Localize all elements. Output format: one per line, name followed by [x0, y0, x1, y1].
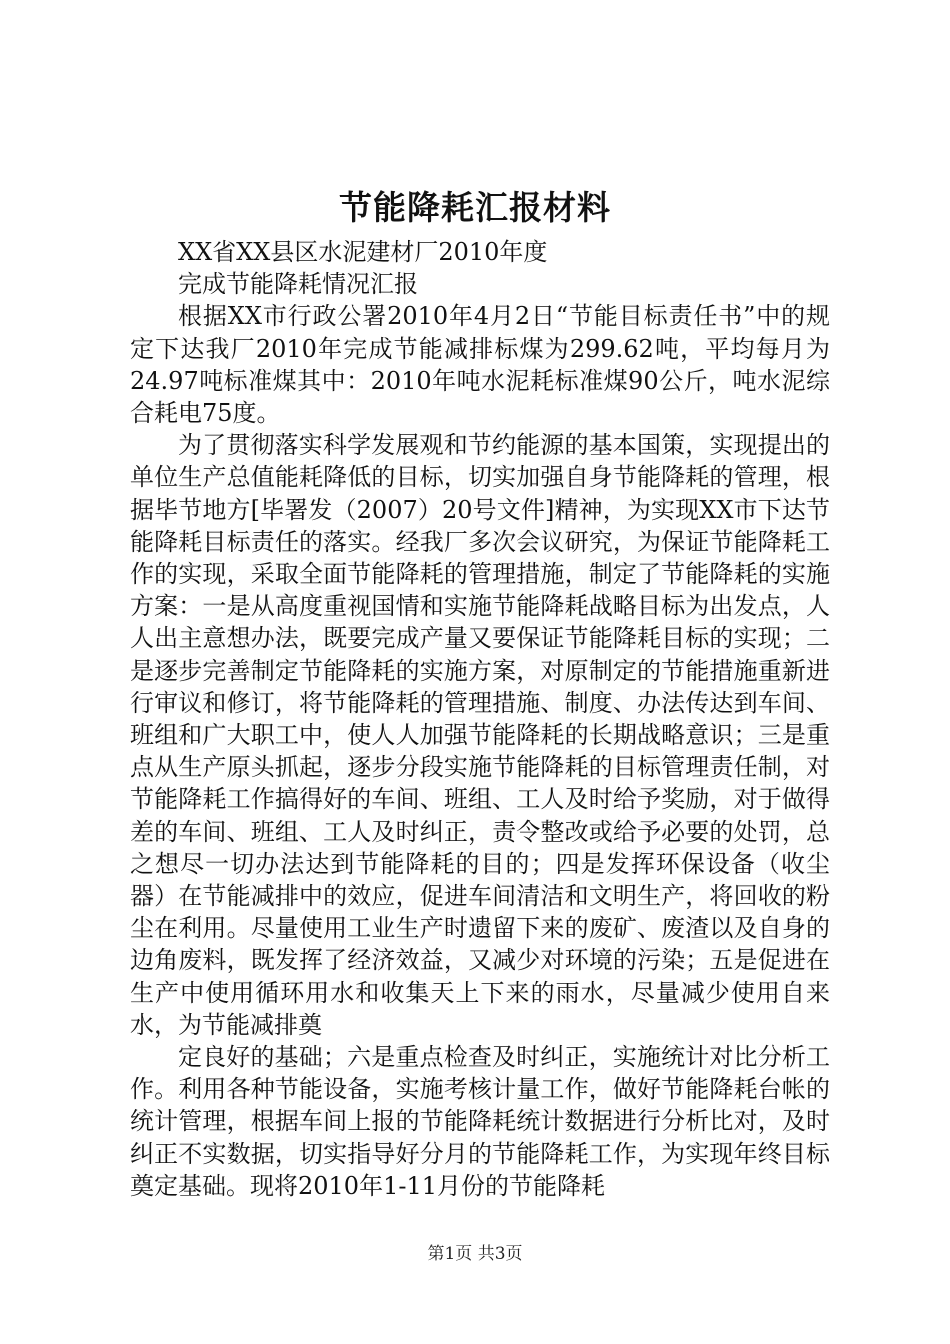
page-footer: 第1页 共3页	[427, 1244, 523, 1264]
paragraph-targets: 根据XX市行政公署2010年4月2日“节能目标责任书”中的规定下达我厂2010年完成节能减排标煤为299.62吨，平均每月为24.97吨标准煤其中：2010年吨水泥耗标准煤90公斤，吨水泥综合耗电75度。	[130, 302, 830, 428]
document-title: 节能降耗汇报材料	[339, 188, 611, 227]
paragraph-subtitle-line-1: XX省XX县区水泥建材厂2010年度	[178, 238, 548, 266]
paragraph-subtitle-line-2: 完成节能降耗情况汇报	[178, 270, 418, 299]
paragraph-measures: 为了贯彻落实科学发展观和节约能源的基本国策，实现提出的单位生产总值能耗降低的目标，切实加强自身节能降耗的管理，根据毕节地方[毕署发（2007）20号文件]精神，为实现XX市下达节能降耗目标责任的落实。经我厂多次会议研究，为保证节能降耗工作的实现，采取全面节能降耗的管理措施，制定了节能降耗的实施方案：一是从高度重视国情和实施节能降耗战略目标为出发点，人人出主意想办法，既要完成产量又要保证节能降耗目标的实现；二是逐步完善制定节能降耗的实施方案，对原制定的节能措施重新进行审议和修订，将节能降耗的管理措施、制度、办法传达到车间、班组和广大职工中，使人人加强节能降耗的长期战略意识；三是重点从生产原头抓起，逐步分段实施节能降耗的目标管理责任制，对节能降耗工作搞得好的车间、班组、工人及时给予奖励，对于做得差的车间、班组、工人及时纠正，责令整改或给予必要的处罚，总之想尽一切办法达到节能降耗的目的；四是发挥环保设备（收尘器）在节能减排中的效应，促进车间清洁和文明生产，将回收的粉尘在利用。尽量使用工业生产时遗留下来的废矿、废渣以及自身的边角废料，既发挥了经济效益，又减少对环境的污染；五是促进在生产中使用循环用水和收集天上下来的雨水，尽量减少使用自来水，为节能减排奠	[130, 431, 830, 1039]
document-body	[130, 236, 830, 1202]
paragraph-continuation: 定良好的基础；六是重点检查及时纠正，实施统计对比分析工作。利用各种节能设备，实施考核计量工作，做好节能降耗台帐的统计管理，根据车间上报的节能降耗统计数据进行分析比对，及时纠正不实数据，切实指导好分月的节能降耗工作，为实现年终目标奠定基础。现将2010年1-11月份的节能降耗	[130, 1043, 830, 1200]
